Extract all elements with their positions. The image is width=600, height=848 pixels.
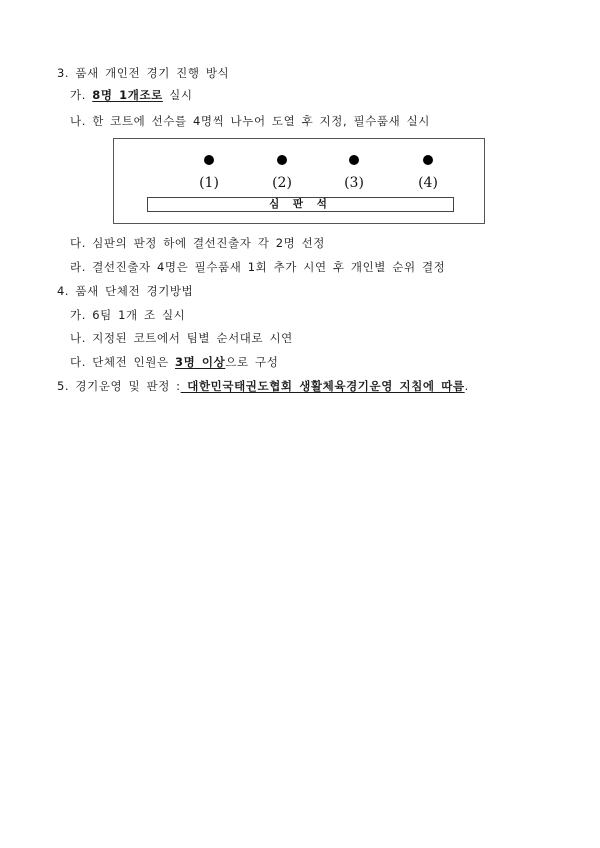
emphasis-team-size: 3명 이상 (174, 355, 226, 369)
item-prefix: 다. 단체전 인원은 (70, 355, 175, 369)
player-position-dot-3 (349, 155, 359, 165)
section-5-line (57, 378, 469, 394)
item-suffix: 실시 (162, 88, 193, 102)
position-label-4: (4) (418, 175, 438, 191)
position-label-3: (3) (344, 175, 364, 191)
court-diagram (113, 138, 485, 224)
player-position-dot-4 (423, 155, 433, 165)
emphasis-group-size: 8명 1개조로 (92, 88, 163, 102)
emphasis-guideline: 대한민국태권도협회 생활체육경기운영 지침에 따름 (180, 379, 465, 393)
section-4-item-da (70, 354, 278, 370)
section-3-item-da: 다. 심판의 판정 하에 결선진출자 각 2명 선정 (70, 236, 326, 250)
section-3-heading: 3. 품새 개인전 경기 진행 방식 (57, 66, 230, 80)
player-position-dot-2 (277, 155, 287, 165)
section-4-item-ga: 가. 6팀 1개 조 실시 (70, 308, 186, 322)
item-prefix: 가. (70, 88, 93, 102)
item-suffix: 으로 구성 (225, 355, 279, 369)
position-label-2: (2) (272, 175, 292, 191)
section-5-suffix: . (464, 379, 469, 393)
section-4-item-na: 나. 지정된 코트에서 팀별 순서대로 시연 (70, 331, 293, 345)
judge-seat-bar: 심 판 석 (147, 197, 454, 212)
section-3-item-ga (70, 87, 193, 103)
section-4-heading: 4. 품새 단체전 경기방법 (57, 284, 194, 298)
position-label-1: (1) (199, 175, 219, 191)
section-3-item-na: 나. 한 코트에 선수를 4명씩 나누어 도열 후 지정, 필수품새 실시 (70, 114, 430, 128)
section-3-item-ra: 라. 결선진출자 4명은 필수품새 1회 추가 시연 후 개인별 순위 결정 (70, 260, 446, 274)
player-position-dot-1 (204, 155, 214, 165)
section-5-prefix: 5. 경기운영 및 판정 : (57, 379, 181, 393)
